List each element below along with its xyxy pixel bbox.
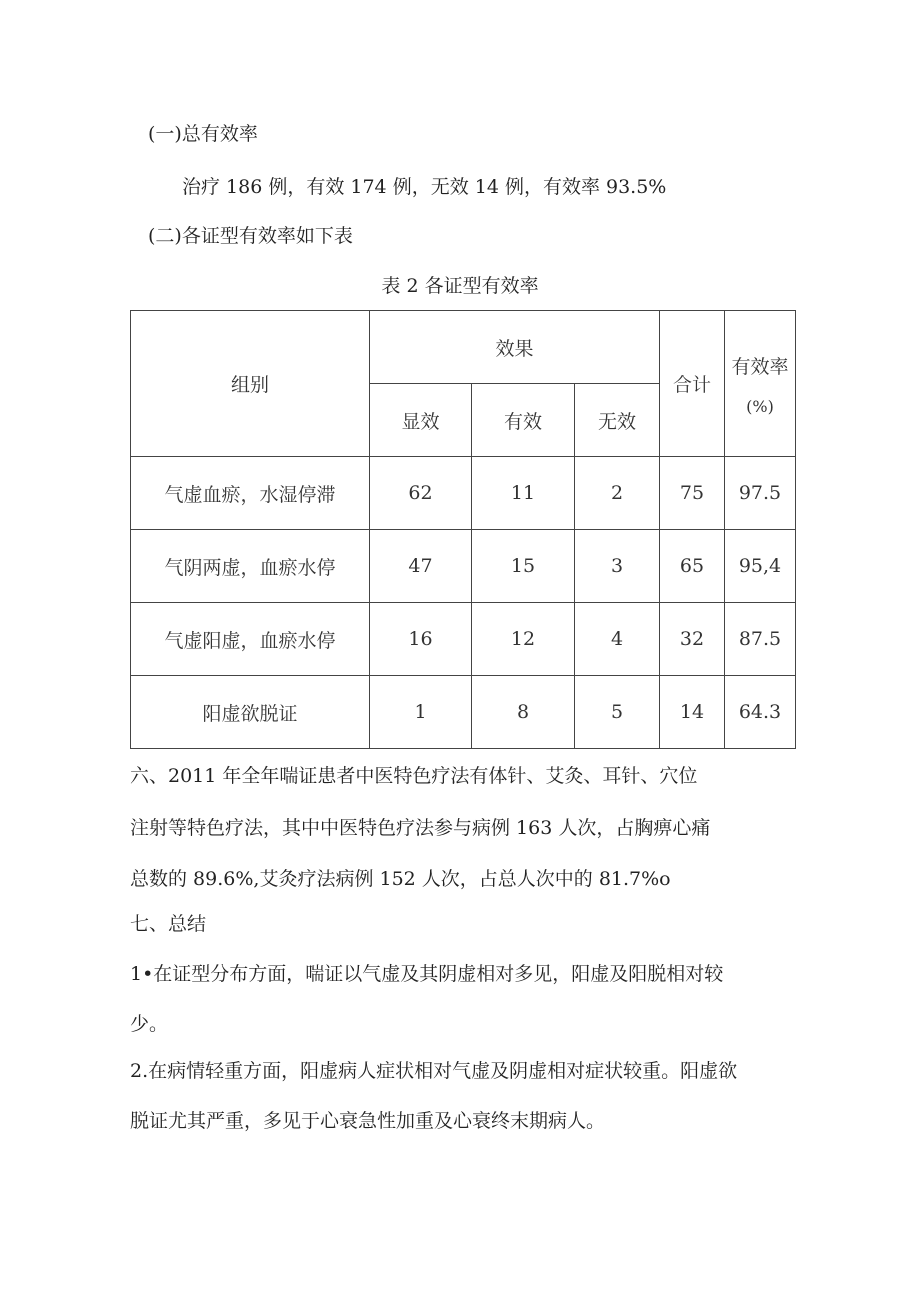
- row-group: 阳虚欲脱证: [131, 676, 370, 749]
- paragraph6-line3: 总数的 89.6%,艾灸疗法病例 152 人次，占总人次中的 81.7%o: [130, 868, 671, 890]
- row-wuxiao: 5: [575, 676, 660, 749]
- row-rate: 97.5: [725, 457, 796, 530]
- row-total: 32: [660, 603, 725, 676]
- row-group: 气阴两虚，血瘀水停: [131, 530, 370, 603]
- paragraph6-line2: 注射等特色疗法，其中中医特色疗法参与病例 163 人次，占胸痹心痛: [130, 817, 711, 839]
- header-rate: 有效率: [731, 355, 789, 378]
- row-wuxiao: 4: [575, 603, 660, 676]
- row-xianxiao: 62: [370, 457, 472, 530]
- row-rate: 87.5: [725, 603, 796, 676]
- section1-heading: (一)总有效率: [148, 123, 258, 145]
- table-caption: 表 2 各证型有效率: [381, 275, 539, 297]
- row-group: 气虚阳虚，血瘀水停: [131, 603, 370, 676]
- summary-p1-line2: 少。: [130, 1013, 169, 1035]
- efficacy-table: [130, 310, 796, 749]
- paragraph6-line1: 六、2011 年全年喘证患者中医特色疗法有体针、艾灸、耳针、穴位: [130, 765, 698, 787]
- row-xianxiao: 47: [370, 530, 472, 603]
- row-rate: 64.3: [725, 676, 796, 749]
- header-rate-unit: (%): [746, 396, 774, 416]
- summary-p1-line1: 1•在证型分布方面，喘证以气虚及其阴虚相对多见，阳虚及阳脱相对较: [130, 963, 724, 985]
- row-total: 75: [660, 457, 725, 530]
- header-effect: 效果: [370, 311, 660, 384]
- header-rate-cell: [725, 311, 796, 457]
- header-xianxiao: 显效: [370, 384, 472, 457]
- row-youxiao: 8: [472, 676, 575, 749]
- table-row: [131, 676, 796, 749]
- row-wuxiao: 2: [575, 457, 660, 530]
- table-row: [131, 603, 796, 676]
- header-total: 合计: [660, 311, 725, 457]
- summary-p2-line2: 脱证尤其严重，多见于心衰急性加重及心衰终末期病人。: [130, 1110, 606, 1132]
- row-rate: 95,4: [725, 530, 796, 603]
- row-wuxiao: 3: [575, 530, 660, 603]
- header-group: 组别: [131, 311, 370, 457]
- row-xianxiao: 1: [370, 676, 472, 749]
- row-youxiao: 11: [472, 457, 575, 530]
- row-youxiao: 12: [472, 603, 575, 676]
- table-row: [131, 457, 796, 530]
- section1-text: 治疗 186 例，有效 174 例，无效 14 例，有效率 93.5%: [182, 176, 667, 198]
- row-total: 14: [660, 676, 725, 749]
- section2-heading: (二)各证型有效率如下表: [148, 225, 353, 247]
- header-youxiao: 有效: [472, 384, 575, 457]
- row-xianxiao: 16: [370, 603, 472, 676]
- row-youxiao: 15: [472, 530, 575, 603]
- table-row: [131, 530, 796, 603]
- row-group: 气虚血瘀，水湿停滞: [131, 457, 370, 530]
- summary-heading: 七、总结: [130, 913, 207, 935]
- row-total: 65: [660, 530, 725, 603]
- summary-p2-line1: 2.在病情轻重方面，阳虚病人症状相对气虚及阴虚相对症状较重。阳虚欲: [130, 1060, 738, 1082]
- header-wuxiao: 无效: [575, 384, 660, 457]
